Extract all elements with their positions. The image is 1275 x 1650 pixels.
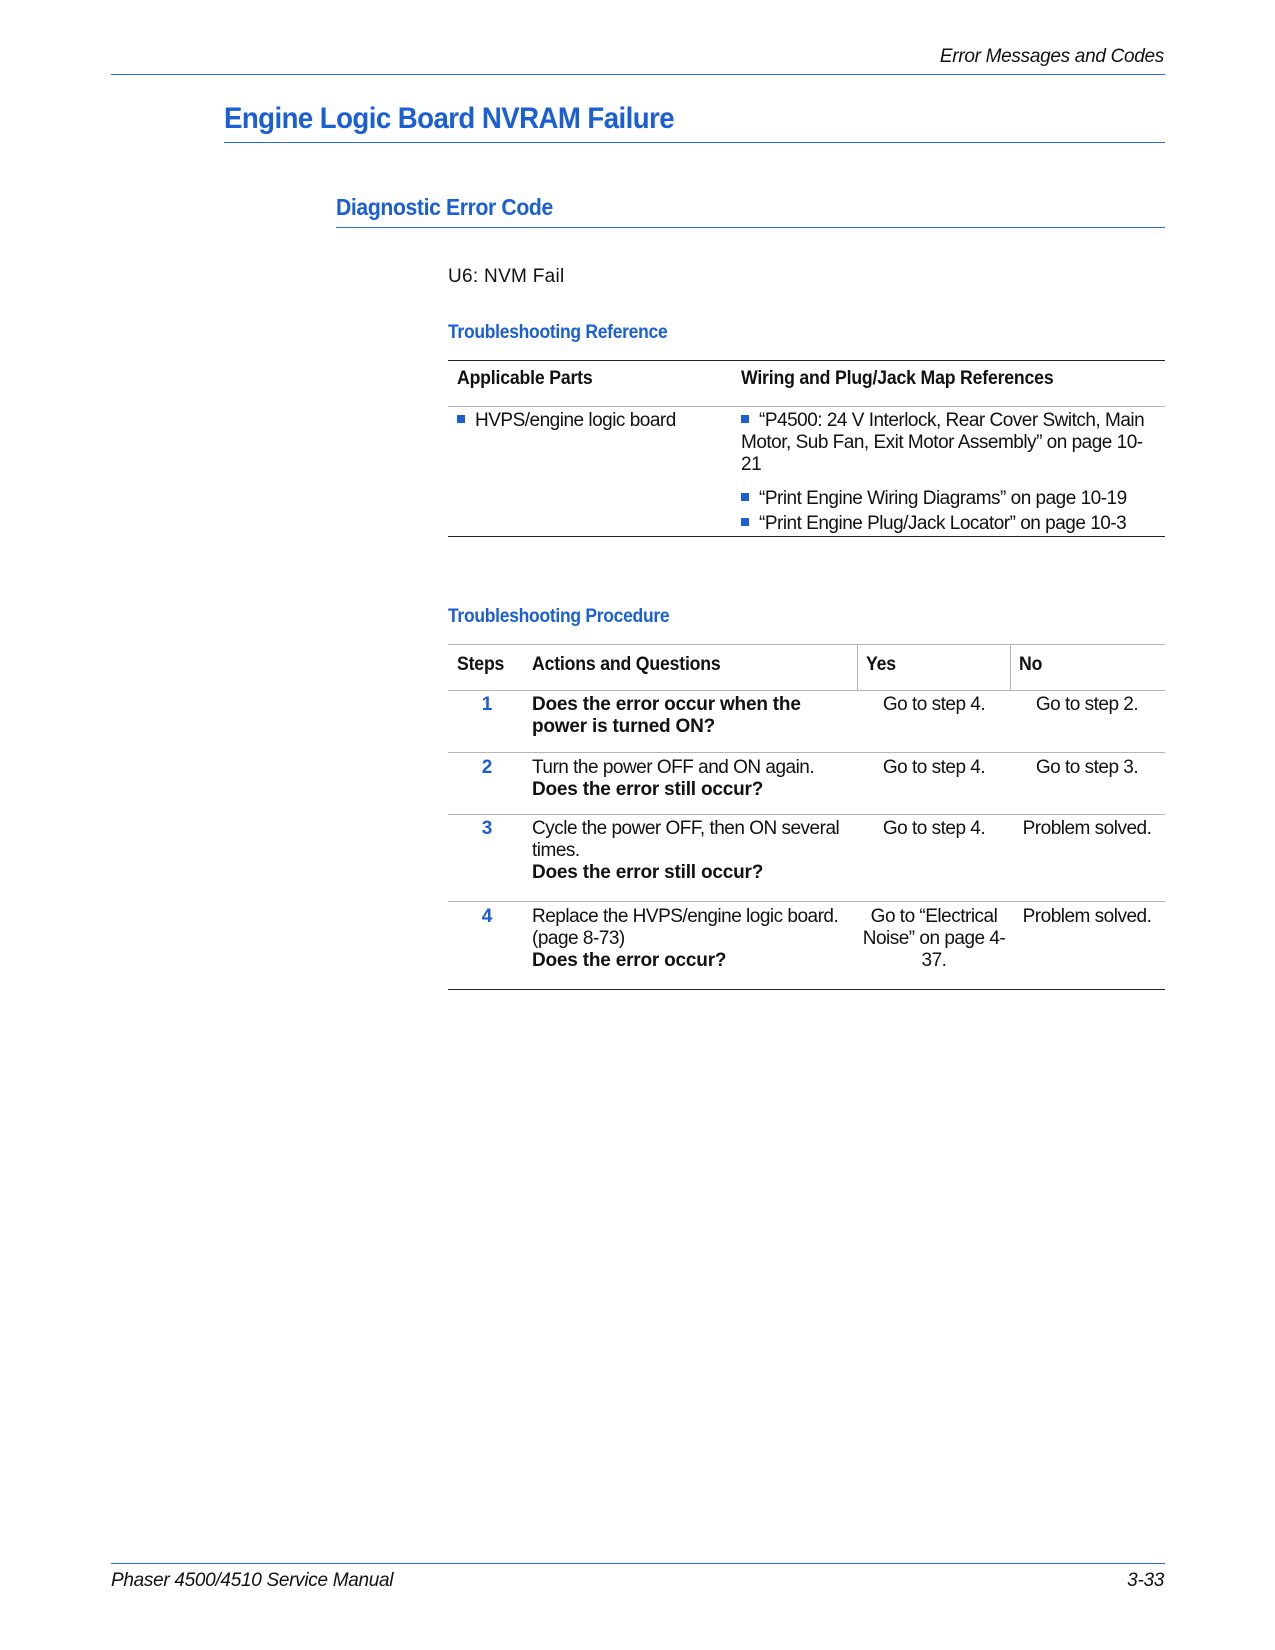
step-yes-link[interactable]: Go to “Electrical Noise” on page 4-37.	[862, 906, 1006, 971]
step-number: 3	[481, 818, 493, 839]
step-instruction: Turn the power OFF and ON again.	[532, 757, 815, 778]
step-question: Does the error still occur?	[532, 862, 764, 883]
step-no: Go to step 2.	[1035, 694, 1139, 715]
procedure-heading: Troubleshooting Procedure	[448, 606, 670, 627]
header-rule	[111, 74, 1165, 75]
bullet-icon	[741, 518, 749, 526]
step-action	[532, 818, 842, 884]
reference-list	[741, 410, 1161, 535]
procedure-table-bottom-rule	[448, 989, 1165, 990]
step-action	[532, 757, 852, 801]
page-title: Engine Logic Board NVRAM Failure	[224, 102, 675, 135]
procedure-header-rule	[448, 690, 1165, 691]
row-rule	[448, 901, 1165, 902]
section-heading: Diagnostic Error Code	[336, 194, 553, 220]
bullet-icon	[457, 415, 465, 423]
applicable-part-item: HVPS/engine logic board	[457, 410, 727, 432]
step-number: 4	[481, 906, 493, 927]
step-question: Does the error still occur?	[532, 779, 764, 800]
step-no: Problem solved.	[1022, 906, 1152, 927]
step-no: Go to step 3.	[1035, 757, 1139, 778]
column-header-applicable-parts: Applicable Parts	[457, 368, 593, 389]
section-rule	[336, 227, 1165, 228]
reference-heading: Troubleshooting Reference	[448, 322, 668, 343]
step-action	[532, 694, 852, 738]
step-yes: Go to step 4.	[882, 757, 986, 778]
column-header-wiring-references: Wiring and Plug/Jack Map References	[741, 368, 1054, 389]
reference-item[interactable]: “P4500: 24 V Interlock, Rear Cover Switch, Main Motor, Sub Fan, Exit Motor Assembly” on page 10-21	[741, 410, 1145, 475]
column-divider	[857, 644, 858, 690]
reference-table-top-rule	[448, 360, 1165, 361]
column-header-yes: Yes	[866, 654, 896, 675]
step-action	[532, 906, 854, 972]
footer-manual-title: Phaser 4500/4510 Service Manual	[111, 1570, 394, 1591]
title-rule	[224, 142, 1165, 143]
step-instruction: Cycle the power OFF, then ON several times.	[532, 818, 840, 861]
procedure-table-top-rule	[448, 644, 1165, 645]
bullet-icon	[741, 415, 749, 423]
footer-rule	[111, 1563, 1165, 1564]
running-header: Error Messages and Codes	[939, 46, 1164, 67]
reference-table-bottom-rule	[448, 536, 1165, 537]
step-no: Problem solved.	[1022, 818, 1152, 839]
step-number: 2	[481, 757, 493, 778]
reference-header-rule	[448, 406, 1165, 407]
step-question: Does the error occur?	[532, 950, 727, 971]
step-instruction[interactable]: Replace the HVPS/engine logic board. (page 8-73)	[532, 906, 839, 949]
step-yes: Go to step 4.	[882, 694, 986, 715]
column-divider	[1010, 644, 1011, 690]
column-header-no: No	[1019, 654, 1043, 675]
reference-item[interactable]: “Print Engine Wiring Diagrams” on page 10-19	[741, 488, 1161, 510]
column-header-steps: Steps	[457, 654, 505, 675]
error-code: U6: NVM Fail	[448, 266, 565, 287]
footer-page-number: 3-33	[1127, 1570, 1164, 1591]
step-question: Does the error occur when the power is turned ON?	[532, 694, 801, 737]
bullet-icon	[741, 493, 749, 501]
step-number: 1	[481, 694, 493, 715]
step-yes: Go to step 4.	[882, 818, 986, 839]
column-header-actions: Actions and Questions	[532, 654, 721, 675]
reference-item[interactable]: “Print Engine Plug/Jack Locator” on page 10-3	[741, 513, 1161, 535]
row-rule	[448, 752, 1165, 753]
row-rule	[448, 814, 1165, 815]
